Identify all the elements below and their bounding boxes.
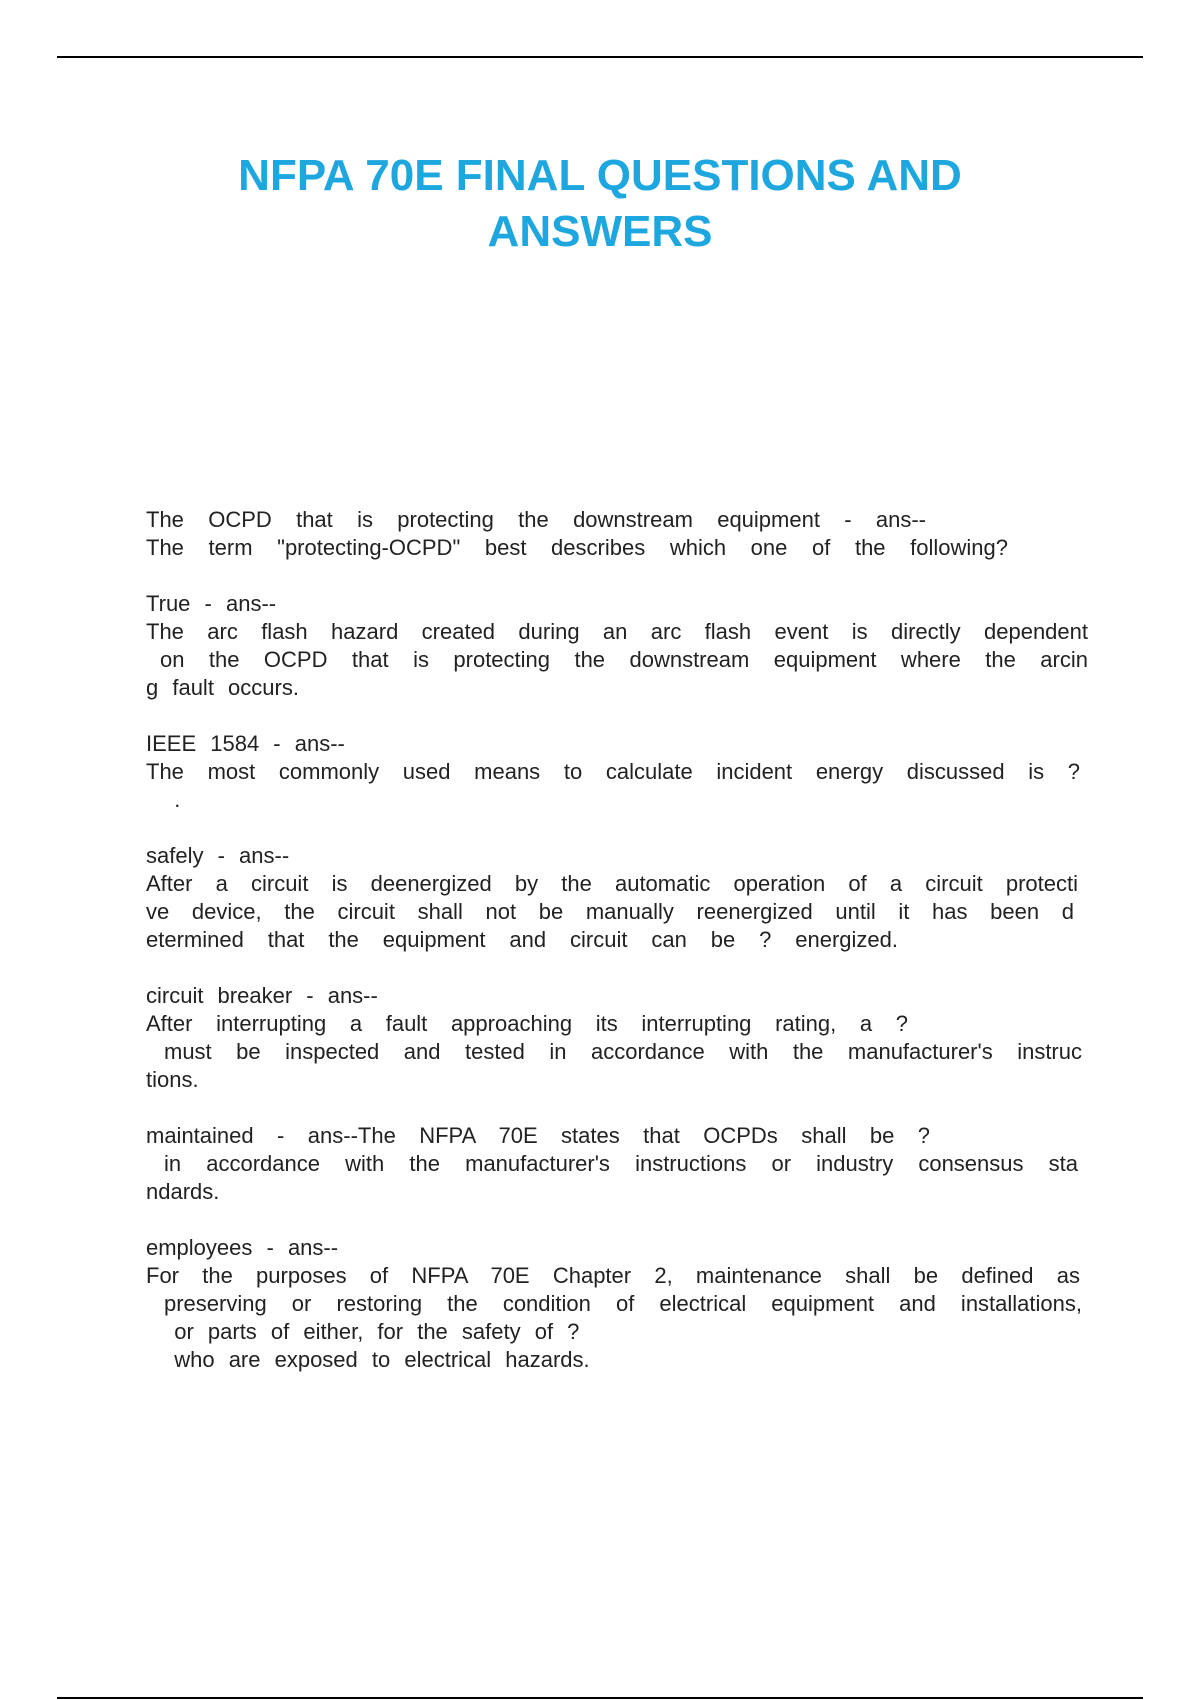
qa-item — [146, 842, 1088, 954]
qa-line: must be inspected and tested in accordance with the manufacturer's instruc — [164, 1039, 1082, 1064]
qa-line: tions. — [146, 1067, 199, 1092]
qa-line: . — [146, 787, 181, 812]
qa-item — [146, 982, 1088, 1094]
title-line-1: NFPA 70E FINAL QUESTIONS AND — [238, 151, 962, 200]
qa-line: etermined that the equipment and circuit can be ? energized. — [146, 927, 898, 952]
qa-line: circuit breaker - ans-- — [146, 983, 378, 1008]
qa-line: in accordance with the manufacturer's instructions or industry consensus sta — [164, 1151, 1078, 1176]
qa-line: After interrupting a fault approaching its interrupting rating, a ? — [146, 1011, 908, 1036]
qa-line: preserving or restoring the condition of electrical equipment and installations, — [164, 1291, 1082, 1316]
qa-line: on the OCPD that is protecting the downstream equipment where the arcin — [160, 647, 1088, 672]
qa-line: The most commonly used means to calculate incident energy discussed is ? — [146, 759, 1080, 784]
qa-line: The arc flash hazard created during an arc flash event is directly dependent — [146, 619, 1088, 644]
qa-list — [146, 506, 1088, 1402]
qa-line: or parts of either, for the safety of ? — [146, 1319, 580, 1344]
qa-line: IEEE 1584 - ans-- — [146, 731, 345, 756]
qa-item — [146, 1234, 1088, 1374]
qa-line: maintained - ans--The NFPA 70E states that OCPDs shall be ? — [146, 1123, 930, 1148]
qa-line: For the purposes of NFPA 70E Chapter 2, maintenance shall be defined as — [146, 1263, 1080, 1288]
qa-line: The term "protecting-OCPD" best describes which one of the following? — [146, 535, 1008, 560]
bottom-rule — [57, 1697, 1143, 1699]
qa-line: g fault occurs. — [146, 675, 299, 700]
qa-line: employees - ans-- — [146, 1235, 339, 1260]
qa-item — [146, 590, 1088, 702]
qa-line: who are exposed to electrical hazards. — [146, 1347, 590, 1372]
top-rule — [57, 56, 1143, 58]
qa-line: ndards. — [146, 1179, 220, 1204]
qa-item — [146, 1122, 1088, 1206]
qa-line: The OCPD that is protecting the downstream equipment - ans-- — [146, 507, 926, 532]
qa-line: safely - ans-- — [146, 843, 290, 868]
qa-item — [146, 730, 1088, 814]
title-line-2: ANSWERS — [487, 207, 713, 256]
qa-line: After a circuit is deenergized by the automatic operation of a circuit protecti — [146, 871, 1078, 896]
qa-line: ve device, the circuit shall not be manually reenergized until it has been d — [146, 899, 1074, 924]
qa-item — [146, 506, 1088, 562]
qa-line: True - ans-- — [146, 591, 277, 616]
document-title — [0, 148, 1200, 260]
